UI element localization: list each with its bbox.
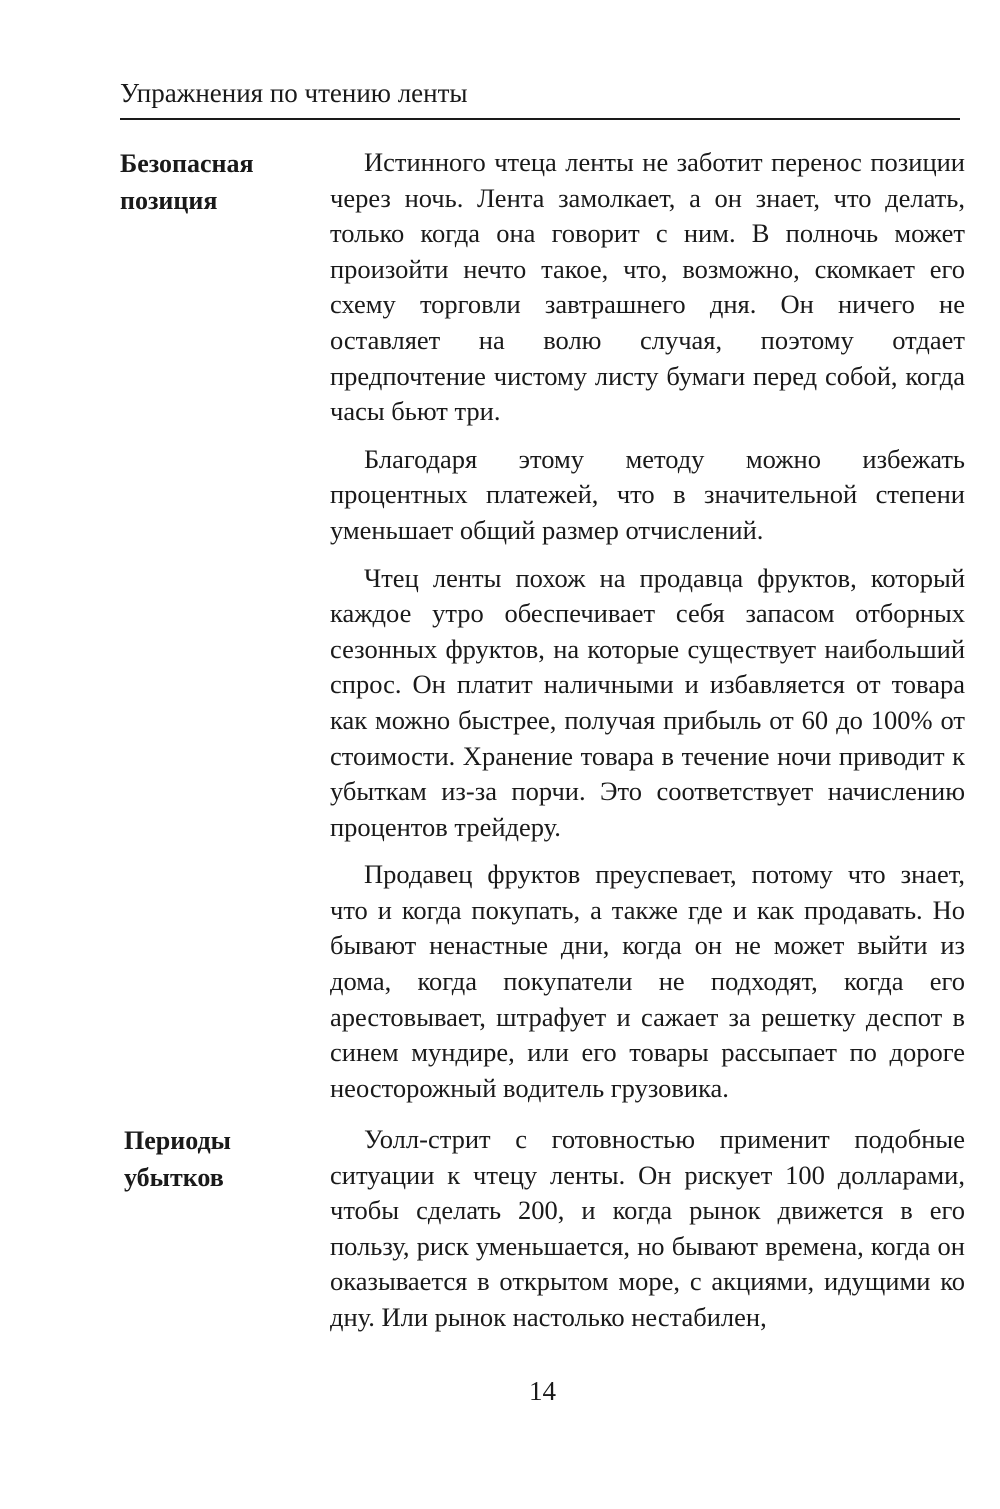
page-number: 14 — [529, 1376, 556, 1406]
paragraph: Уолл-стрит с готовностью применит подобные ситуации к чтецу ленты. Он рискует 100 долларами, чтобы сделать 200, и когда рынок движется в его пользу, риск уменьшается, но бывают времена, когда он оказывается в открытом море, с акциями, идущими ко дну. Или рынок настолько нестабилен, — [330, 1124, 965, 1332]
side-heading-line: Периоды — [124, 1126, 231, 1155]
side-heading — [124, 1122, 304, 1196]
paragraph: Чтец ленты похож на продавца фруктов, который каждое утро обеспечивает себя запасом отборных сезонных фруктов, на которые существует наибольший спрос. Он платит наличными и избавляется от товара как можно быстрее, получая прибыль от 60 до 100% от стоимости. Хранение товара в течение ночи приводит к убыткам из-за порчи. Это соответствует начислению процентов трейдеру. — [330, 562, 965, 842]
side-heading-line: позиция — [120, 186, 218, 215]
paragraph: Продавец фруктов преуспевает, потому что знает, что и когда покупать, а также где и как продавать. Но бывают ненастные дни, когда он не может выйти из дома, когда покупатели не подходят, когда его арестовывает, штрафует и сажает за решетку деспот в синем мундире, или его товары рассыпает по дороге неосторожный водитель грузовика. — [330, 859, 965, 1103]
paragraph: Благодаря этому методу можно избежать процентных платежей, что в значительной степени уменьшает общий размер отчислений. — [330, 443, 965, 545]
side-heading-line: убытков — [124, 1163, 224, 1192]
running-header: Упражнения по чтению ленты — [120, 78, 468, 108]
paragraph: Истинного чтеца ленты не заботит перенос позиции через ночь. Лента замолкает, а он знает, что делать, только когда она говорит с ним. В полночь может произойти нечто такое, что, возможно, скомкает его схему торговли завтрашнего дня. Он ничего не оставляет на волю случая, поэтому отдает предпочтение чистому листу бумаги перед собой, когда часы бьют три. — [330, 147, 965, 427]
side-heading — [120, 145, 300, 219]
header-rule — [120, 118, 960, 120]
side-heading-line: Безопасная — [120, 149, 254, 178]
body-text — [330, 1122, 965, 1348]
body-text — [330, 145, 965, 1118]
